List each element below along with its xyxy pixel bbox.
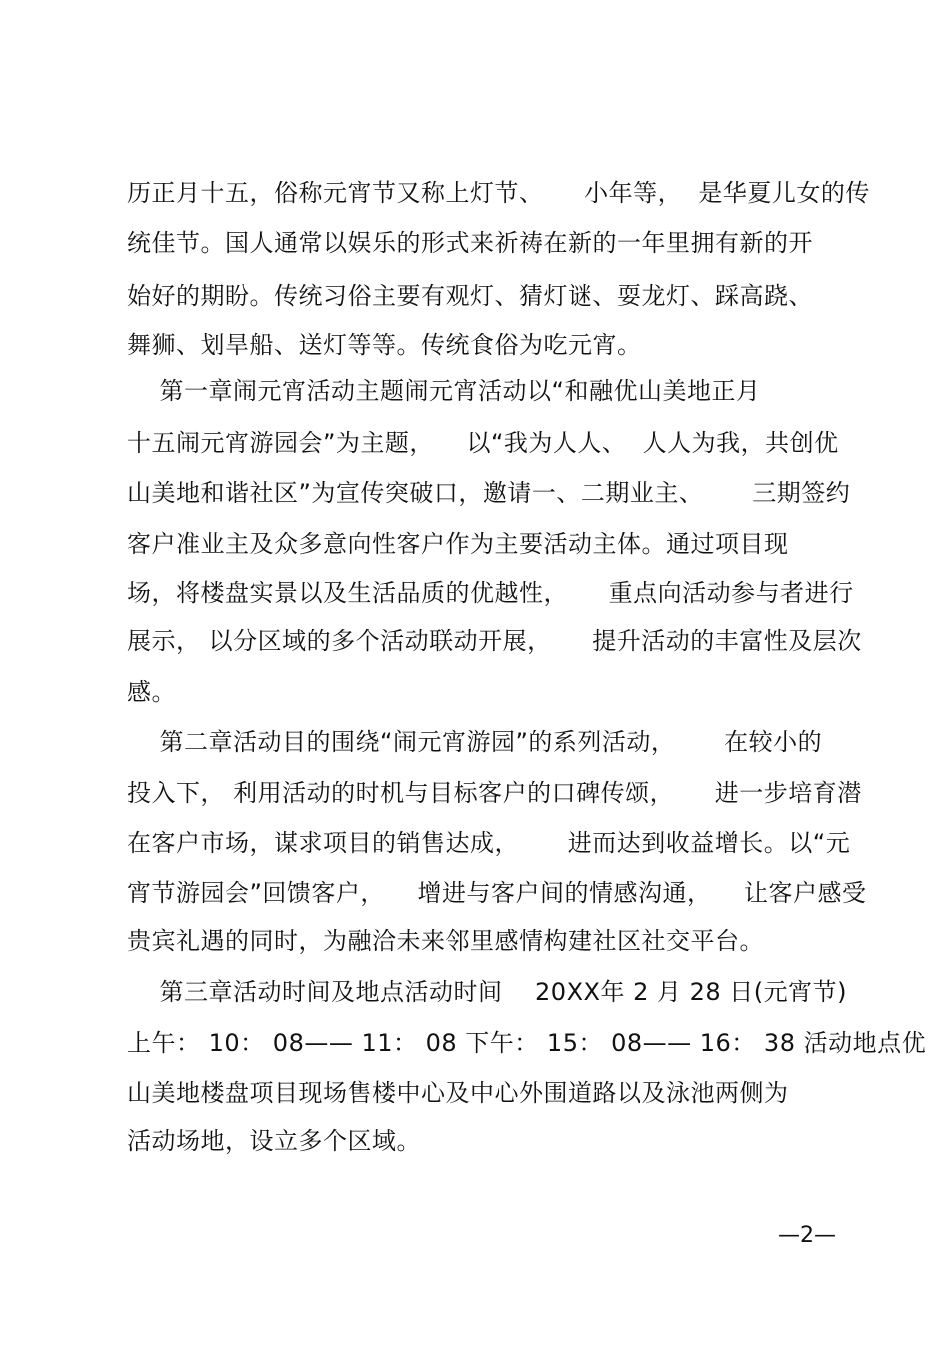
- text-line-1: 历正月十五，俗称元宵节又称上灯节、 小年等， 是华夏儿女的传: [127, 179, 870, 207]
- text-line-18: 上午： 10： 08—— 11： 08 下午： 15： 08—— 16： 38 活动地点优: [127, 1029, 927, 1057]
- text-line-10: 展示， 以分区域的多个活动联动开展， 提升活动的丰富性及层次: [127, 627, 862, 655]
- text-line-9: 场，将楼盘实景以及生活品质的优越性， 重点向活动参与者进行: [127, 579, 854, 607]
- text-line-6: 十五闹元宵游园会”为主题， 以“我为人人、 人人为我，共创优: [127, 429, 839, 457]
- text-line-20: 活动场地，设立多个区域。: [127, 1127, 421, 1155]
- text-line-17: 第三章活动时间及地点活动时间 20XX年 2 月 28 日(元宵节): [127, 978, 848, 1006]
- text-line-15: 宵节游园会”回馈客户， 增进与客户间的情感沟通， 让客户感受: [127, 879, 867, 907]
- text-line-8: 客户准业主及众多意向性客户作为主要活动主体。通过项目现: [127, 530, 789, 558]
- text-line-14: 在客户市场，谋求项目的销售达成， 进而达到收益增长。以“元: [127, 829, 851, 857]
- text-line-16: 贵宾礼遇的同时，为融洽未来邻里感情构建社区社交平台。: [127, 927, 764, 955]
- text-line-12: 第二章活动目的围绕“闹元宵游园”的系列活动， 在较小的: [127, 728, 823, 756]
- text-line-7: 山美地和谐社区”为宣传突破口，邀请一、二期业主、 三期签约: [127, 479, 851, 507]
- text-line-13: 投入下， 利用活动的时机与目标客户的口碑传颂， 进一步培育潜: [127, 779, 862, 807]
- text-line-5: 第一章闹元宵活动主题闹元宵活动以“和融优山美地正月: [127, 377, 761, 405]
- text-line-3: 始好的期盼。传统习俗主要有观灯、猜灯谜、耍龙灯、踩高跷、: [127, 282, 813, 310]
- text-line-4: 舞狮、划旱船、送灯等等。传统食俗为吃元宵。: [127, 331, 642, 359]
- text-line-11: 感。: [127, 678, 176, 706]
- page-number: —2—: [778, 1223, 836, 1248]
- text-line-2: 统佳节。国人通常以娱乐的形式来祈祷在新的一年里拥有新的开: [127, 229, 813, 257]
- text-line-19: 山美地楼盘项目现场售楼中心及中心外围道路以及泳池两侧为: [127, 1079, 789, 1107]
